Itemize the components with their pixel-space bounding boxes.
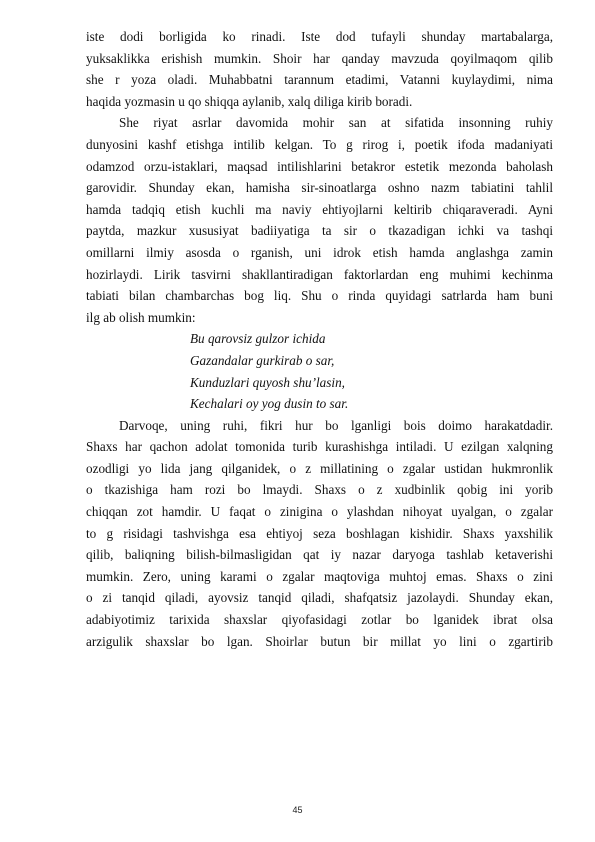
paragraph [86, 112, 553, 328]
text-line: omillarni ilmiy asosda o rganish, uni idrok etish hamda anglashga zamin [86, 244, 553, 260]
text-line: to g risidagi tashvishga esa ehtiyoj seza boshlagan kishidir. Shaxs yaxshilik [86, 525, 553, 541]
verse-line: Gazandalar gurkirab o sar, [190, 352, 335, 368]
text-line: chiqqan zot hamdir. U faqat o zinigina o ylashdan nihoyat uyalgan, o zgalar [86, 504, 553, 520]
page-number: 45 [292, 805, 303, 815]
text-line: She riyat asrlar davomida mohir san at sifatida insonning ruhiy [119, 115, 553, 131]
text-line: Shaxs har qachon adolat tomonida turib kurashishga intiladi. U ezilgan xalqning [86, 439, 553, 455]
verse-quote [86, 328, 553, 414]
text-line: hozirlaydi. Lirik tasvirni shakllantiradigan faktorlardan eng muhimi kechinma [86, 266, 553, 282]
text-line: odamzod orzu-istaklari, maqsad intilishlarini betakror estetik mezonda baholash [86, 158, 553, 174]
text-line: haqida yozmasin u qo shiqqa aylanib, xalq diliga kirib boradi. [86, 93, 413, 109]
text-line: ilg ab olish mumkin: [86, 309, 196, 325]
text-line: tabiati bilan chambarchas bog liq. Shu o rinda quyidagi satrlarda ham buni [86, 288, 553, 304]
text-line: o tkazishiga ham rozi bo lmaydi. Shaxs o z xudbinlik qobig ini yorib [86, 482, 553, 498]
text-line: hamda tadqiq etish kuchli ma naviy ehtiyojlarni keltirib chiqaraveradi. Ayni [86, 201, 553, 217]
text-line: o zi tanqid qiladi, ayovsiz tanqid qiladi, shafqatsiz jazolaydi. Shunday ekan, [86, 590, 553, 606]
text-line: paytda, mazkur xususiyat badiiyatiga ta sir o tkazadigan ichki va tashqi [86, 223, 553, 239]
text-line: yuksaklikka erishish mumkin. Shoir har qanday mavzuda qoyilmaqom qilib [86, 50, 553, 66]
body-text [86, 26, 553, 652]
text-line: adabiyotimiz tarixida shaxslar qiyofasidagi zotlar bo lganidek ibrat olsa [86, 612, 553, 628]
text-line: arzigulik shaxslar bo lgan. Shoirlar butun bir millat yo lini o zgartirib [86, 633, 553, 649]
text-line: Darvoqe, uning ruhi, fikri hur bo lganligi bois doimo harakatdadir. [119, 417, 553, 433]
text-line: she r yoza oladi. Muhabbatni tarannum etadimi, Vatanni kuylaydimi, nima [86, 72, 553, 88]
verse-line: Kunduzlari quyosh shu’lasin, [190, 374, 345, 390]
text-line: mumkin. Zero, uning karami o zgalar maqtoviga muhtoj emas. Shaxs o zini [86, 568, 553, 584]
verse-line: Bu qarovsiz gulzor ichida [190, 331, 326, 347]
text-line: garovidir. Shunday ekan, hamisha sir-sinoatlarga oshno nazm tabiatini tahlil [86, 180, 553, 196]
text-line: qilib, baliqning bilish-bilmasligidan qat iy nazar daryoga tashlab ketaverishi [86, 547, 553, 563]
text-line: iste dodi borligida ko rinadi. Iste dod tufayli shunday martabalarga, [86, 29, 553, 44]
text-line: dunyosini kashf etishga intilib kelgan. To g rirog i, poetik ifoda madaniyati [86, 136, 553, 152]
verse-line: Kechalari oy yog dusin to sar. [190, 396, 349, 412]
text-line: ozodligi yo lida jang qilganidek, o z millatining o zgalar ustidan hukmronlik [86, 460, 553, 476]
paragraph [86, 415, 553, 653]
paragraph [86, 26, 553, 112]
